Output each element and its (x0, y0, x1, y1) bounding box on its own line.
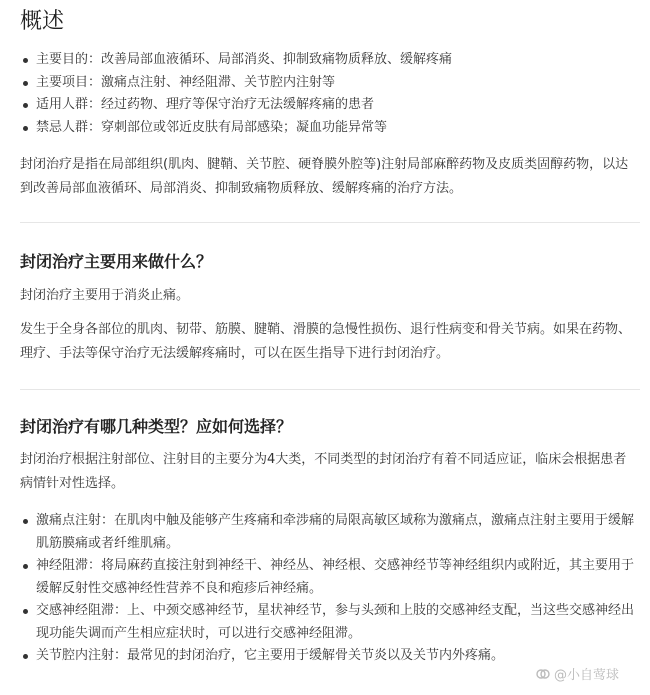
list-item: 主要项目：激痛点注射、神经阻滞、关节腔内注射等 (20, 72, 640, 95)
section1-paragraph: 发生于全身各部位的肌肉、韧带、筋膜、腱鞘、滑膜的急慢性损伤、退行性病变和骨关节病。如果在药物、理疗、手法等保守治疗无法缓解疼痛时，可以在医生指导下进行封闭治疗。 (20, 322, 632, 361)
watermark-text: @小自莺球 (554, 668, 620, 683)
list-item: 激痛点注射：在肌肉中触及能够产生疼痛和牵涉痛的局限高敏区域称为激痛点，激痛点注射主要用于缓解肌筋膜痛或者纤维肌痛。 (20, 510, 640, 555)
list-item: 禁忌人群：穿刺部位或邻近皮肤有局部感染；凝血功能异常等 (20, 117, 640, 140)
section2-paragraph: 封闭治疗根据注射部位、注射目的主要分为4大类，不同类型的封闭治疗有着不同适应证，临床会根据患者病情针对性选择。 (20, 452, 627, 491)
section2-bullet-list (20, 510, 640, 668)
section1-paragraph: 封闭治疗主要用于消炎止痛。 (20, 288, 190, 303)
list-item: 主要目的：改善局部血液循环、局部消炎、抑制致痛物质释放、缓解疼痛 (20, 49, 640, 72)
overview-bullet-list (20, 49, 640, 139)
watermark (536, 664, 619, 683)
list-item: 交感神经阻滞：上、中颈交感神经节，星状神经节，参与头颈和上肢的交感神经支配，当这些交感神经出现功能失调而产生相应症状时，可以进行交感神经阻滞。 (20, 600, 640, 645)
section1-heading: 封闭治疗主要用来做什么？ (20, 252, 213, 271)
list-item: 适用人群：经过药物、理疗等保守治疗无法缓解疼痛的患者 (20, 94, 640, 117)
watermark-logo-icon (536, 667, 550, 681)
section-divider (20, 389, 640, 390)
overview-title: 概述 (20, 9, 65, 34)
list-item: 神经阻滞：将局麻药直接注射到神经干、神经丛、神经根、交感神经节等神经组织内或附近，其主要用于缓解反射性交感神经性营养不良和疱疹后神经痛。 (20, 555, 640, 600)
section-divider (20, 222, 640, 223)
section2-heading: 封闭治疗有哪几种类型？应如何选择？ (20, 417, 293, 436)
list-item: 关节腔内注射：最常见的封闭治疗，它主要用于缓解骨关节炎以及关节内外疼痛。 (20, 645, 640, 668)
overview-intro-paragraph: 封闭治疗是指在局部组织(肌肉、腱鞘、关节腔、硬脊膜外腔等)注射局部麻醉药物及皮质类固醇药物，以达到改善局部血液循环、局部消炎、抑制致痛物质释放、缓解疼痛的治疗方法。 (20, 157, 629, 196)
